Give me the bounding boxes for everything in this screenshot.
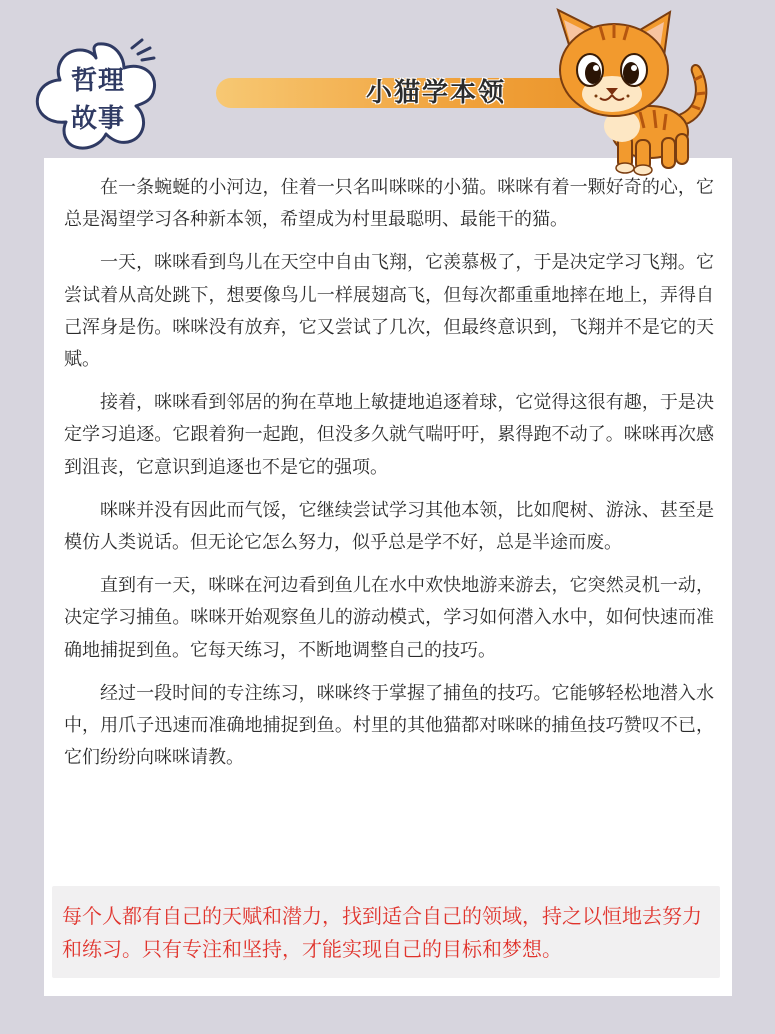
page-title: 小猫学本领 (365, 78, 506, 108)
badge-line-1: 哲理 (70, 66, 125, 96)
story-body (64, 172, 714, 785)
badge-text (56, 62, 140, 138)
story-paragraph-4: 咪咪并没有因此而气馁，它继续尝试学习其他本领，比如爬树、游泳、甚至是模仿人类说话。但无论它怎么努力，似乎总是学不好，总是半途而废。 (64, 499, 714, 554)
cat-illustration (540, 8, 720, 176)
story-paragraph-5: 直到有一天，咪咪在河边看到鱼儿在水中欢快地游来游去，它突然灵机一动，决定学习捕鱼。咪咪开始观察鱼儿的游动模式，学习如何潜入水中，如何快速而准确地捕捉到鱼。它每天练习，不断地调整自己的技巧。 (64, 575, 714, 661)
story-paragraph-1: 在一条蜿蜒的小河边，住着一只名叫咪咪的小猫。咪咪有着一颗好奇的心，它总是渴望学习各种新本领，希望成为村里最聪明、最能干的猫。 (64, 177, 714, 231)
story-paragraph-6: 经过一段时间的专注练习，咪咪终于掌握了捕鱼的技巧。它能够轻松地潜入水中，用爪子迅速而准确地捕捉到鱼。村里的其他猫都对咪咪的捕鱼技巧赞叹不已，它们纷纷向咪咪请教。 (64, 682, 714, 769)
badge-line-2: 故事 (70, 104, 125, 134)
story-card (44, 158, 732, 996)
story-paragraph-2: 一天，咪咪看到鸟儿在天空中自由飞翔，它羡慕极了，于是决定学习飞翔。它尝试着从高处跳下，想要像鸟儿一样展翅高飞，但每次都重重地摔在地上，弄得自己浑身是伤。咪咪没有放弃，它又尝试了几次，但最终意识到，飞翔并不是它的天赋。 (64, 252, 714, 371)
story-paragraph-3: 接着，咪咪看到邻居的狗在草地上敏捷地追逐着球，它觉得这很有趣，于是决定学习追逐。它跟着狗一起跑，但没多久就气喘吁吁，累得跑不动了。咪咪再次感到沮丧，它意识到追逐也不是它的强项。 (64, 392, 714, 478)
moral-box (52, 886, 720, 978)
category-badge (28, 38, 164, 160)
moral-text: 每个人都有自己的天赋和潜力，找到适合自己的领域，持之以恒地去努力和练习。只有专注和坚持，才能实现自己的目标和梦想。 (62, 904, 702, 961)
